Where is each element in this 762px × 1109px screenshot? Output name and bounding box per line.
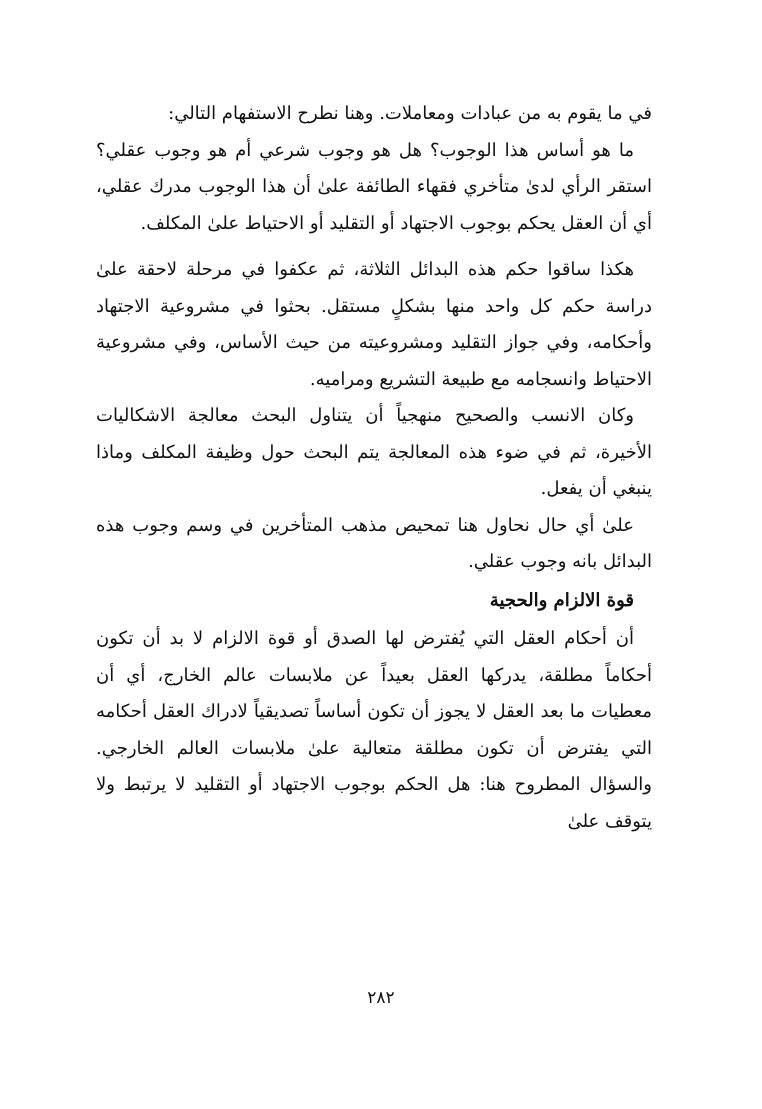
body-text <box>96 96 652 840</box>
section-heading: قوة الالزام والحجية <box>489 589 634 611</box>
paragraph-obligation-basis: ما هو أساس هذا الوجوب؟ هل هو وجوب شرعي أم هو وجوب عقلي؟ استقر الرأي لدىٰ متأخري فقهاء الطائفة علىٰ أن هذا الوجوب مدرك عقلي، أي أن العقل يحكم بوجوب الاجتهاد أو التقليد أو الاحتياط علىٰ المكلف. <box>96 139 652 234</box>
paragraph-continuation: في ما يقوم به من عبادات ومعاملات. وهنا نطرح الاستفهام التالي: <box>168 103 652 124</box>
paragraph-methodology: وكان الانسب والصحيح منهجياً أن يتناول البحث معالجة الاشكاليات الأخيرة، ثم في ضوء هذه المعالجة يتم البحث حول وظيفة المكلف وماذا ينبغي أن يفعل. <box>96 405 652 499</box>
paragraph-binding-force: أن أحكام العقل التي يُفترض لها الصدق أو قوة الالزام لا بد أن تكون أحكاماً مطلقة، يدركها العقل بعيداً عن ملابسات عالم الخارج، أي أن معطيات ما بعد العقل لا يجوز أن تكون أساساً تصديقياً لادراك العقل أحكامه التي يفترض أن تكون مطلقة متعالية علىٰ ملابسات العالم الخارجي. والسؤال المطروح هنا: هل الحكم بوجوب الاجتهاد أو التقليد لا يرتبط ولا يتوقف علىٰ <box>96 628 652 832</box>
paragraph-scrutiny: علىٰ أي حال نحاول هنا تمحيص مذهب المتأخرين في وسم وجوب هذه البدائل بانه وجوب عقلي. <box>96 514 652 572</box>
page-number: ٢٨٢ <box>367 988 395 1008</box>
paragraph-three-alternatives: هكذا ساقوا حكم هذه البدائل الثلاثة، ثم عكفوا في مرحلة لاحقة علىٰ دراسة حكم كل واحد منها بشكلٍ مستقل. بحثوا في مشروعية الاجتهاد وأحكامه، وفي جواز التقليد ومشروعيته من حيث الأساس، وفي مشروعية الاحتياط وانسجامه مع طبيعة التشريع ومراميه. <box>96 259 652 390</box>
